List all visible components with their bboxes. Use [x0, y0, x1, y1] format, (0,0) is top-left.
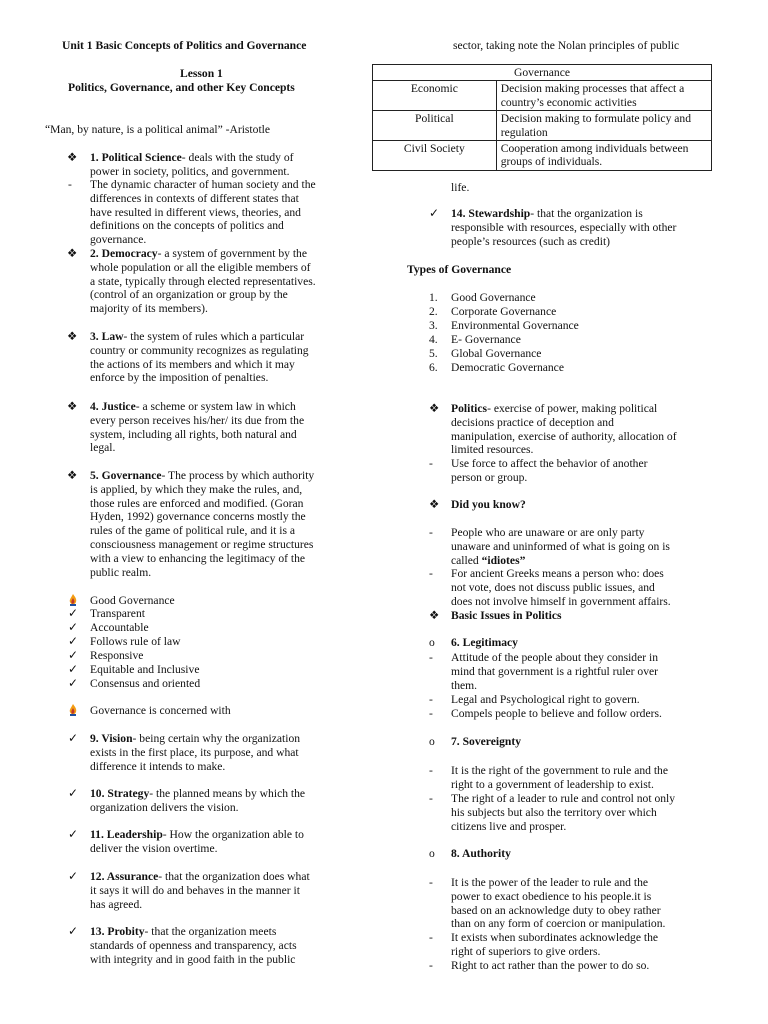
- probity-def: 13. Probity- that the organization meets standards of openness and transparency, acts with integrity and in good faith in the public: [90, 925, 297, 966]
- justice-def: 4. Justice- a scheme or system law in which every person receives his/her/ its due from the system, including all rights, both natural and legal.: [90, 400, 305, 455]
- diamond-bullet-icon: ❖: [67, 400, 78, 413]
- table-cell-label: Political: [373, 111, 497, 141]
- list-item: E- Governance: [451, 333, 521, 346]
- dash-bullet: -: [429, 707, 433, 720]
- table-cell-desc: Cooperation among individuals between groups of individuals.: [496, 141, 711, 171]
- legitimacy-heading: 6. Legitimacy: [451, 636, 518, 649]
- diamond-bullet-icon: ❖: [67, 247, 78, 260]
- governance-def: 5. Governance- The process by which authority is applied, by which they make the rules, and, those rules are enforced and modified. (Goran Hyden, 1992) governance concerns mostly the rules of the game of political rule, and it is a consciousness management or regime structures with a view to enhancing the legitimacy of the public realm.: [90, 469, 315, 579]
- check-icon: ✓: [68, 924, 79, 938]
- diamond-bullet-icon: ❖: [67, 469, 78, 482]
- idiotes-note: People who are unaware or are only party unaware and uninformed of what is going on is called “idiotes”: [451, 526, 670, 567]
- table-row: [373, 81, 712, 111]
- types-heading: Types of Governance: [407, 263, 512, 276]
- list-number: 6.: [429, 361, 438, 374]
- list-number: 3.: [429, 319, 438, 332]
- unit-title: Unit 1 Basic Concepts of Politics and Governance: [62, 39, 307, 52]
- table-cell-desc: Decision making to formulate policy and regulation: [496, 111, 711, 141]
- check-icon: ✓: [68, 648, 79, 662]
- legitimacy-point: Attitude of the people about they consider in mind that government is a rightful ruler over them.: [451, 651, 659, 692]
- greek-note: For ancient Greeks means a person who: does not vote, does not discuss public issues, and does not involve himself in government affairs.: [451, 567, 671, 608]
- check-icon: ✓: [68, 676, 79, 690]
- diamond-bullet-icon: ❖: [429, 498, 440, 511]
- strategy-def: 10. Strategy- the planned means by which the organization delivers the vision.: [90, 787, 306, 814]
- vision-def: 9. Vision- being certain why the organization exists in the first place, its purpose, and what difference it intends to make.: [90, 732, 301, 773]
- check-item: Consensus and oriented: [90, 677, 201, 690]
- check-icon: ✓: [68, 731, 79, 745]
- list-item: Environmental Governance: [451, 319, 579, 332]
- stewardship-def: 14. Stewardship- that the organization is responsible with resources, especially with other people’s resources (such as credit): [451, 207, 677, 248]
- authority-heading: 8. Authority: [451, 847, 511, 860]
- dash-bullet: -: [429, 931, 433, 944]
- political-science-note: The dynamic character of human society and the differences in contexts of different states that have resulted in different views, theories, and definitions on the concepts of politics and governance.: [90, 178, 316, 247]
- basic-issues-heading: Basic Issues in Politics: [451, 609, 562, 622]
- list-number: 1.: [429, 291, 438, 304]
- law-def: 3. Law- the system of rules which a particular country or community recognizes as regulating the actions of its members and which it may enforce by the imposition of penalties.: [90, 330, 309, 385]
- list-number: 4.: [429, 333, 438, 346]
- good-governance-label: Good Governance: [90, 594, 175, 607]
- list-number: 5.: [429, 347, 438, 360]
- list-item: Good Governance: [451, 291, 536, 304]
- dash-bullet: -: [429, 876, 433, 889]
- check-item: Responsive: [90, 649, 144, 662]
- table-cell-label: Economic: [373, 81, 497, 111]
- circle-bullet-icon: o: [429, 735, 435, 748]
- lesson-label: Lesson 1: [180, 67, 223, 80]
- check-item: Transparent: [90, 607, 145, 620]
- list-item: Corporate Governance: [451, 305, 557, 318]
- leadership-def: 11. Leadership- How the organization able to deliver the vision overtime.: [90, 828, 304, 855]
- lesson-title: Politics, Governance, and other Key Concepts: [68, 81, 295, 94]
- flame-bullet-icon: [68, 704, 82, 720]
- life-text: life.: [451, 181, 470, 194]
- diamond-bullet-icon: ❖: [429, 402, 440, 415]
- dash-bullet: -: [429, 457, 433, 470]
- check-item: Equitable and Inclusive: [90, 663, 200, 676]
- aristotle-quote: “Man, by nature, is a political animal” -Aristotle: [45, 123, 271, 136]
- table-header: Governance: [373, 65, 712, 81]
- circle-bullet-icon: o: [429, 847, 435, 860]
- list-item: Global Governance: [451, 347, 542, 360]
- diamond-bullet-icon: ❖: [429, 609, 440, 622]
- dash-bullet: -: [429, 959, 433, 972]
- dash-bullet: -: [429, 764, 433, 777]
- dash-bullet: -: [429, 693, 433, 706]
- check-item: Accountable: [90, 621, 149, 634]
- politics-def: Politics- exercise of power, making political decisions practice of deception and manipulation, exercise of authority, allocation of limited resources.: [451, 402, 677, 457]
- table-row: [373, 111, 712, 141]
- check-icon: ✓: [68, 606, 79, 620]
- table-cell-desc: Decision making processes that affect a country’s economic activities: [496, 81, 711, 111]
- circle-bullet-icon: o: [429, 636, 435, 649]
- diamond-bullet-icon: ❖: [67, 151, 78, 164]
- table-row: [373, 141, 712, 171]
- check-icon: ✓: [68, 662, 79, 676]
- sovereignty-point: It is the right of the government to rule and the right to a government of leadership to exist.: [451, 764, 669, 791]
- table-cell-label: Civil Society: [373, 141, 497, 171]
- check-icon: ✓: [68, 869, 79, 883]
- authority-point: Right to act rather than the power to do so.: [451, 959, 650, 972]
- term: 1. Political Science: [90, 151, 182, 164]
- continued-line: sector, taking note the Nolan principles of public: [453, 39, 680, 52]
- sovereignty-heading: 7. Sovereignty: [451, 735, 521, 748]
- dash-bullet: -: [429, 526, 433, 539]
- politics-note: Use force to affect the behavior of another person or group.: [451, 457, 648, 484]
- check-item: Follows rule of law: [90, 635, 181, 648]
- dash-bullet: -: [429, 567, 433, 580]
- governance-concerned: Governance is concerned with: [90, 704, 231, 717]
- authority-point: It is the power of the leader to rule and the power to exact obedience to his people.it is based on an acknowledge duty to obey rather than on any form of coercion or manipulation.: [451, 876, 666, 931]
- did-you-know-heading: Did you know?: [451, 498, 526, 511]
- governance-table: [372, 64, 712, 171]
- legitimacy-point: Legal and Psychological right to govern.: [451, 693, 640, 706]
- list-number: 2.: [429, 305, 438, 318]
- dash-bullet: -: [429, 792, 433, 805]
- diamond-bullet-icon: ❖: [67, 330, 78, 343]
- check-icon: ✓: [68, 620, 79, 634]
- check-icon: ✓: [68, 634, 79, 648]
- check-icon: ✓: [429, 206, 440, 220]
- assurance-def: 12. Assurance- that the organization does what it says it will do and behaves in the manner it has agreed.: [90, 870, 310, 911]
- dash-bullet: -: [68, 178, 72, 191]
- check-icon: ✓: [68, 786, 79, 800]
- legitimacy-point: Compels people to believe and follow orders.: [451, 707, 662, 720]
- sovereignty-point: The right of a leader to rule and control not only his subjects but also the territory over which citizens live and prosper.: [451, 792, 676, 833]
- dash-bullet: -: [429, 651, 433, 664]
- authority-point: It exists when subordinates acknowledge the right of superiors to give orders.: [451, 931, 659, 958]
- check-icon: ✓: [68, 827, 79, 841]
- democracy-def: 2. Democracy- a system of government by the whole population or all the eligible members of a state, typically through elected representatives. (control of an organization or group by the majority of its members).: [90, 247, 316, 316]
- political-science-def: 1. Political Science- deals with the study of power in society, politics, and government.: [90, 151, 294, 178]
- list-item: Democratic Governance: [451, 361, 564, 374]
